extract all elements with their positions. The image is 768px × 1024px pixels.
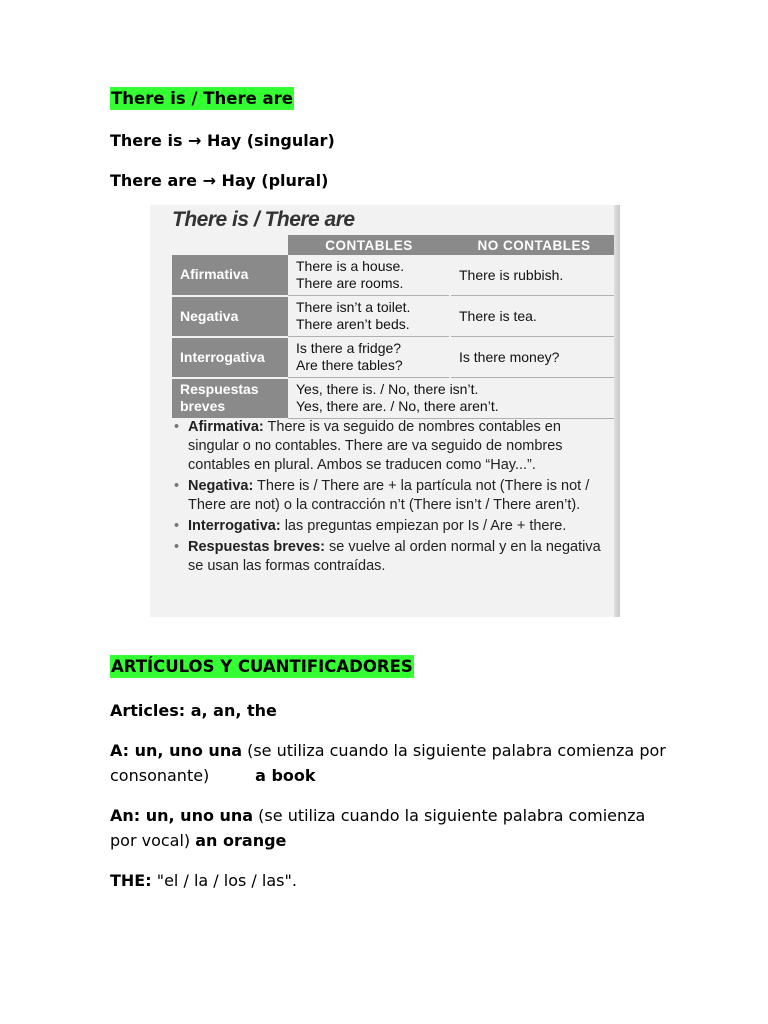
table-cell: Is there a fridge? Are there tables? xyxy=(288,337,450,378)
list-item: • Negativa: There is / There are + la partícula not (There is not / There are not) o la contracción n’t (There isn’t / There aren’t). xyxy=(172,477,612,515)
list-item: • Interrogativa: las preguntas empiezan por Is / Are + there. xyxy=(172,517,612,536)
row-label: Negativa xyxy=(172,296,288,337)
list-item: • Afirmativa: There is va seguido de nombres contables en singular o no contables. There are va seguido de nombres contables en plural. Ambos se traducen como “Hay...”. xyxy=(172,418,612,475)
table-cell: Is there money? xyxy=(450,337,618,378)
grammar-table xyxy=(172,235,618,420)
article-an-paragraph: An: un, uno una (se utiliza cuando la siguiente palabra comienza por vocal) an orange xyxy=(110,806,646,850)
row-label: Respuestas breves xyxy=(172,378,288,419)
bullet-list xyxy=(172,418,612,578)
scan-title: There is / There are xyxy=(172,208,355,231)
example-an-orange: an orange xyxy=(195,831,287,850)
article-the-paragraph: THE: "el / la / los / las". xyxy=(110,871,297,890)
table-cell: Yes, there is. / No, there isn’t. Yes, there are. / No, there aren’t. xyxy=(288,378,618,419)
table-cell: There isn’t a toilet. There aren’t beds. xyxy=(288,296,450,337)
col-header-contables: CONTABLES xyxy=(288,235,450,255)
article-a-paragraph: A: un, uno una (se utiliza cuando la siguiente palabra comienza por consonante) a book xyxy=(110,741,666,785)
table-row xyxy=(172,296,618,337)
section-heading-there-is: There is / There are xyxy=(111,89,293,108)
list-item: • Respuestas breves: se vuelve al orden normal y en la negativa se usan las formas contraídas. xyxy=(172,538,612,576)
articles-line: Articles: a, an, the xyxy=(110,701,277,720)
row-label: Afirmativa xyxy=(172,255,288,296)
table-row xyxy=(172,337,618,378)
col-header-no-contables: NO CONTABLES xyxy=(450,235,618,255)
textbook-scan xyxy=(150,205,620,617)
row-label: Interrogativa xyxy=(172,337,288,378)
table-cell: There is rubbish. xyxy=(450,255,618,296)
table-row xyxy=(172,255,618,296)
table-cell: There is a house. There are rooms. xyxy=(288,255,450,296)
table-cell: There is tea. xyxy=(450,296,618,337)
table-row xyxy=(172,378,618,419)
example-a-book: a book xyxy=(255,766,316,785)
there-is-line: There is → Hay (singular) xyxy=(110,131,335,150)
there-are-line: There are → Hay (plural) xyxy=(110,171,329,190)
section-heading-articulos: ARTÍCULOS Y CUANTIFICADORES xyxy=(111,657,413,676)
